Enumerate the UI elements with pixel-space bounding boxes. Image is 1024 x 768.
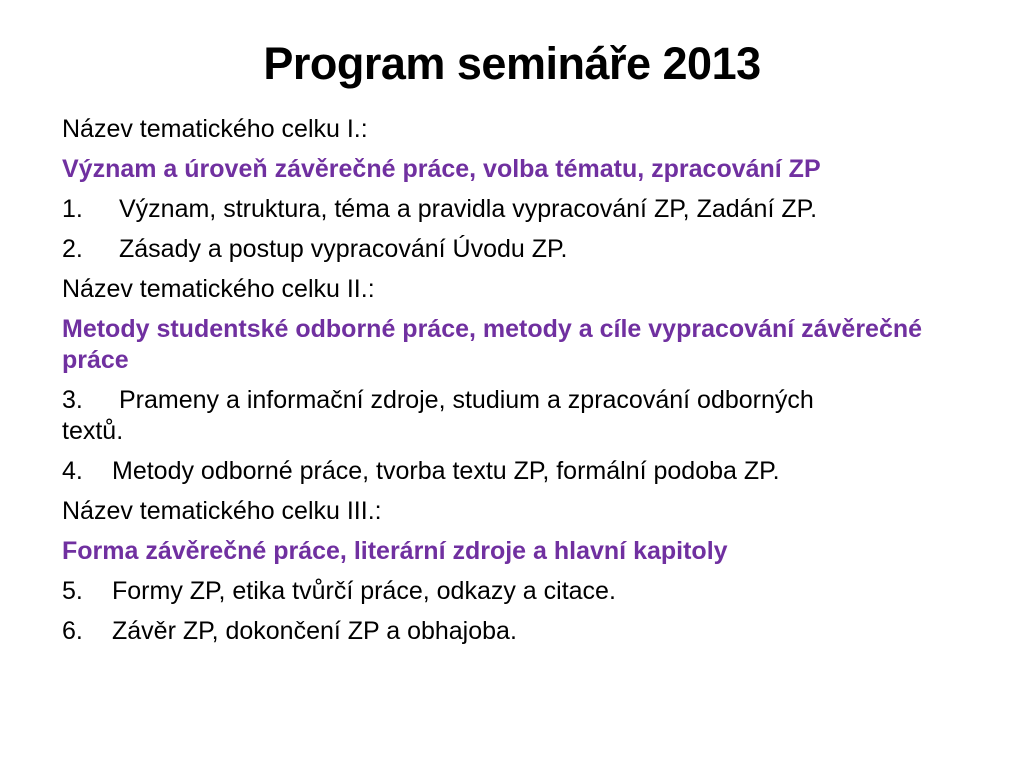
item-text: Závěr ZP, dokončení ZP a obhajoba. (112, 617, 517, 645)
unit-3-topic: Forma závěrečné práce, literární zdroje a hlavní kapitoly (62, 537, 728, 565)
item-number: 6. (62, 617, 83, 645)
slide-title: Program semináře 2013 (263, 38, 761, 89)
item-number: 5. (62, 577, 83, 605)
unit-1-heading: Název tematického celku I.: (62, 115, 368, 143)
list-item (62, 385, 852, 447)
list-item (62, 576, 962, 607)
item-text: Zásady a postup vypracování Úvodu ZP. (119, 235, 568, 263)
unit-2-heading: Název tematického celku II.: (62, 275, 375, 303)
item-number: 1. (62, 195, 83, 223)
list-item (62, 616, 962, 647)
list-item (62, 234, 962, 265)
list-item (62, 194, 962, 225)
slide-content (62, 114, 962, 656)
item-number: 3. (62, 386, 83, 414)
item-text: Význam, struktura, téma a pravidla vypracování ZP, Zadání ZP. (119, 195, 818, 223)
unit-3-heading: Název tematického celku III.: (62, 497, 382, 525)
item-text: Formy ZP, etika tvůrčí práce, odkazy a citace. (112, 577, 616, 605)
item-number: 2. (62, 235, 83, 263)
item-number: 4. (62, 457, 83, 485)
item-text: Prameny a informační zdroje, studium a zpracování odborných textů. (62, 386, 814, 445)
item-text: Metody odborné práce, tvorba textu ZP, formální podoba ZP. (112, 457, 780, 485)
list-item (62, 456, 962, 487)
unit-2-topic: Metody studentské odborné práce, metody a cíle vypracování závěrečné práce (62, 315, 923, 374)
unit-1-topic: Význam a úroveň závěrečné práce, volba tématu, zpracování ZP (62, 155, 821, 183)
